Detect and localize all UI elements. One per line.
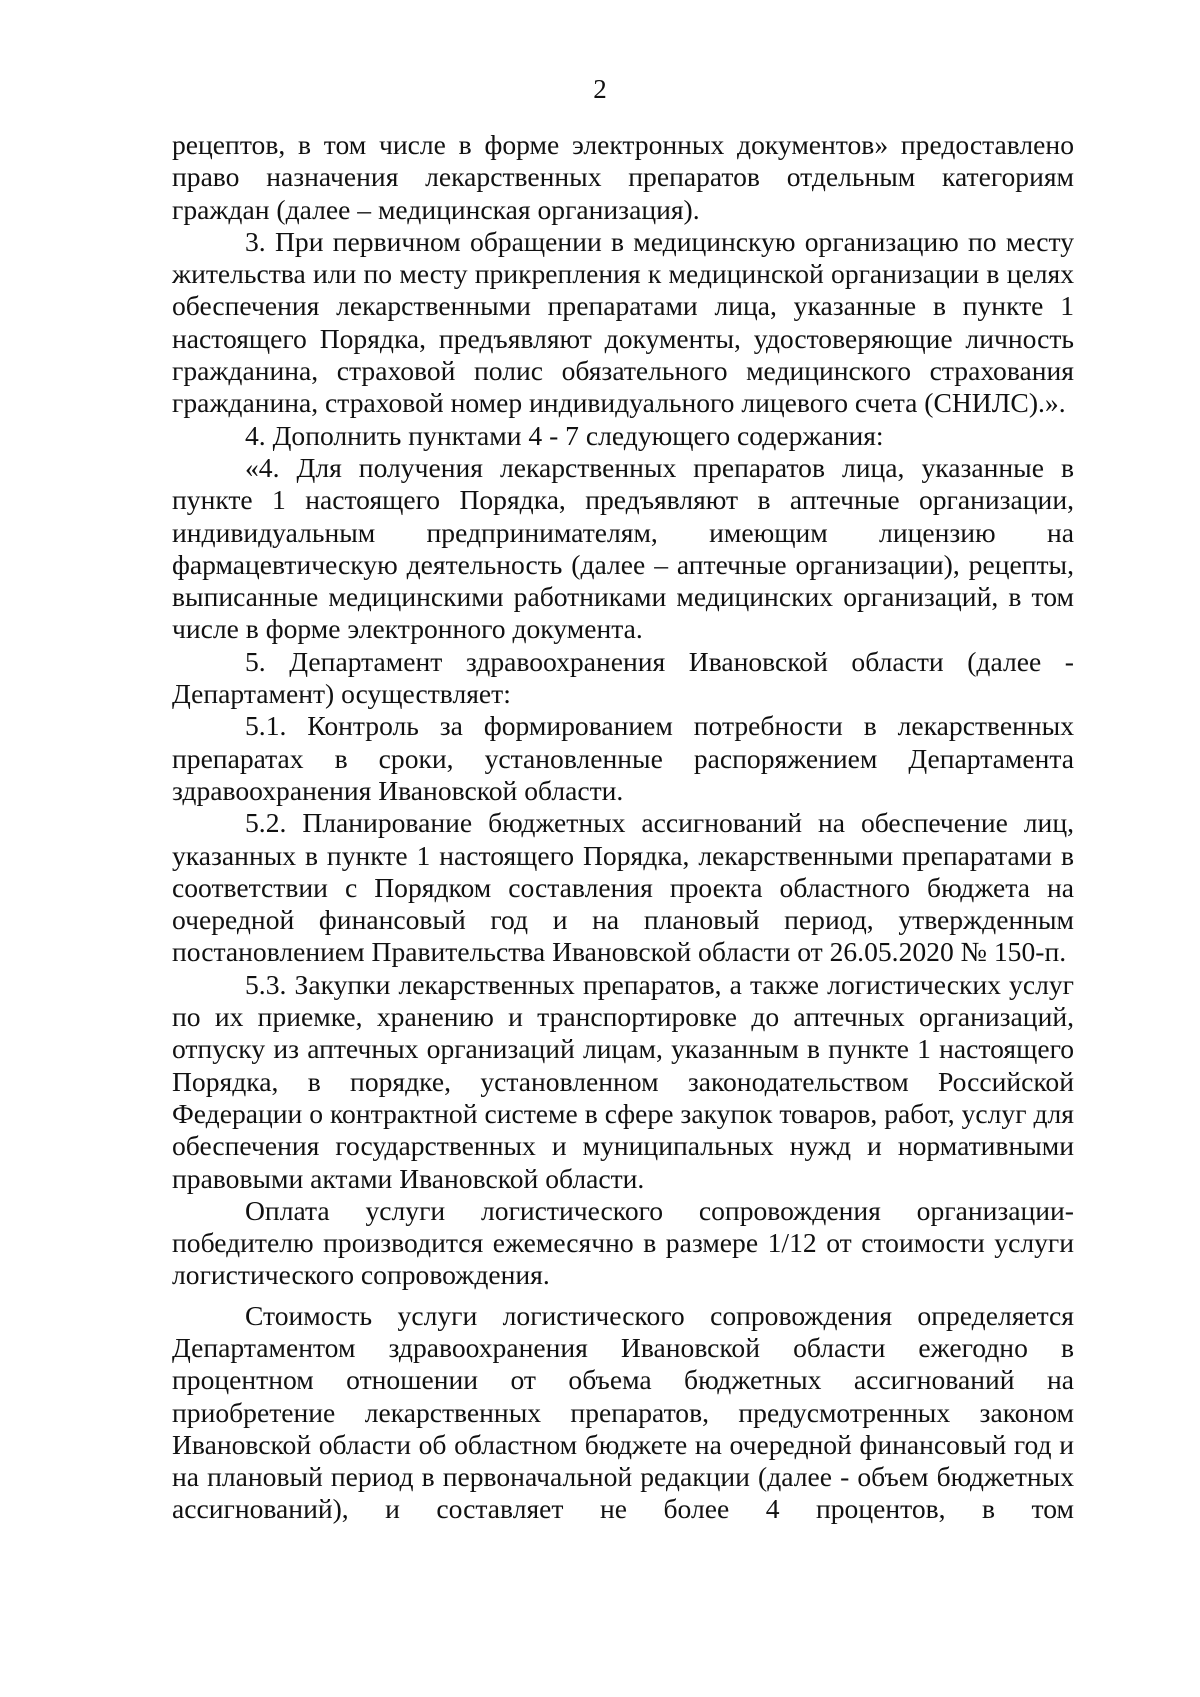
- page-number: 2: [593, 74, 607, 104]
- paragraph-item-5-2: 5.2. Планирование бюджетных ассигнований на обеспечение лиц, указанных в пункте 1 настоящего Порядка, лекарственными препаратами в соответствии с Порядком составления проекта областного бюджета на очередной финансовый год и на плановый период, утвержденным постановлением Правительства Ивановской области от 26.05.2020 № 150-п.: [172, 807, 1074, 968]
- paragraph-item-4: «4. Для получения лекарственных препаратов лица, указанные в пункте 1 настоящего Порядка, предъявляют в аптечные организации, индивидуальным предпринимателям, имеющим лицензию на фармацевтическую деятельность (далее – аптечные организации), рецепты, выписанные медицинскими работниками медицинских организаций, в том числе в форме электронного документа.: [172, 451, 1074, 645]
- paragraph-cost: Стоимость услуги логистического сопровождения определяется Департаментом здравоохранения Ивановской области ежегодно в процентном отношении от объема бюджетных ассигнований на приобретение лекарственных препаратов, предусмотренных законом Ивановской области об областном бюджете на очередной финансовый год и на плановый период в первоначальной редакции (далее - объем бюджетных ассигнований), и составляет не более 4 процентов, в том: [172, 1299, 1074, 1525]
- paragraph-amendment-intro: 4. Дополнить пунктами 4 - 7 следующего содержания:: [245, 419, 884, 451]
- paragraph-item-5-1: 5.1. Контроль за формированием потребности в лекарственных препаратах в сроки, установленные распоряжением Департамента здравоохранения Ивановской области.: [172, 710, 1074, 806]
- paragraph-item-5-3: 5.3. Закупки лекарственных препаратов, а также логистических услуг по их приемке, хранению и транспортировке до аптечных организаций, отпуску из аптечных организаций лицам, указанным в пункте 1 настоящего Порядка, в порядке, установленном законодательством Российской Федерации о контрактной системе в сфере закупок товаров, работ, услуг для обеспечения государственных и муниципальных нужд и нормативными правовыми актами Ивановской области.: [172, 968, 1074, 1194]
- paragraph-payment: Оплата услуги логистического сопровождения организации-победителю производится ежемесячно в размере 1/12 от стоимости услуги логистического сопровождения.: [172, 1194, 1074, 1291]
- paragraph-item-5: 5. Департамент здравоохранения Ивановской области (далее - Департамент) осуществляет:: [172, 645, 1074, 710]
- paragraph-item-3: 3. При первичном обращении в медицинскую организацию по месту жительства или по месту прикрепления к медицинской организации в целях обеспечения лекарственными препаратами лица, указанные в пункте 1 настоящего Порядка, предъявляют документы, удостоверяющие личность гражданина, страховой полис обязательного медицинского страхования гражданина, страховой номер индивидуального лицевого счета (СНИЛС).».: [172, 225, 1074, 419]
- document-body: [172, 129, 1074, 1526]
- paragraph-continuation: рецептов, в том числе в форме электронных документов» предоставлено право назначения лекарственных препаратов отдельным категориям граждан (далее – медицинская организация).: [172, 129, 1074, 225]
